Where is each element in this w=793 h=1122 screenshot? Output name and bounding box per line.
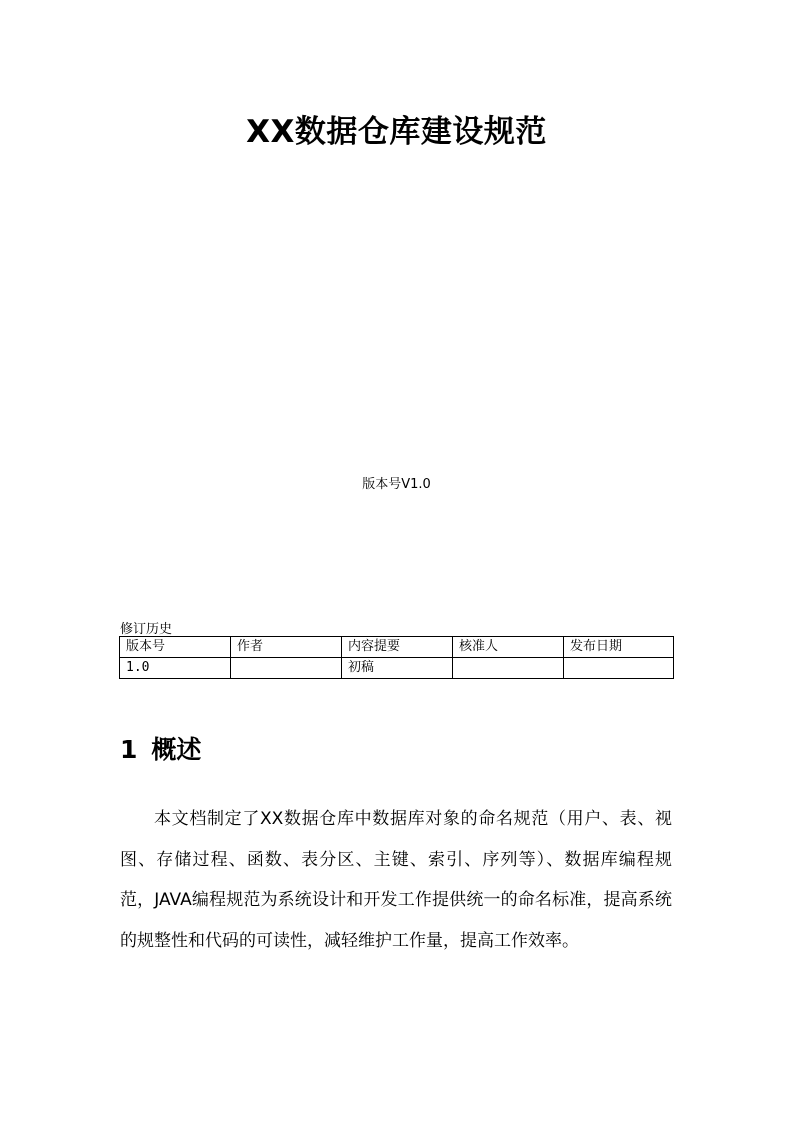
cell-release-date bbox=[564, 658, 674, 679]
section-title: 概述 bbox=[151, 735, 202, 764]
column-header-version: 版本号 bbox=[120, 637, 231, 658]
cell-version: 1.0 bbox=[120, 658, 231, 679]
section-number: 1 bbox=[120, 735, 138, 764]
cell-approver bbox=[453, 658, 564, 679]
document-title: XX数据仓库建设规范 bbox=[246, 114, 547, 150]
section-heading bbox=[120, 730, 201, 766]
column-header-author: 作者 bbox=[231, 637, 342, 658]
version-number: 版本号V1.0 bbox=[362, 477, 431, 492]
cell-summary: 初稿 bbox=[342, 658, 453, 679]
revision-history-label: 修订历史 bbox=[120, 622, 173, 637]
column-header-approver: 核准人 bbox=[453, 637, 564, 658]
column-header-release-date: 发布日期 bbox=[564, 637, 674, 658]
overview-paragraph: 本文档制定了XX数据仓库中数据库对象的命名规范（用户、表、视图、存储过程、函数、表分区、主键、索引、序列等）、数据库编程规范，JAVA编程规范为系统设计和开发工作提供统一的命名标准，提高系统的规整性和代码的可读性，减轻维护工作量，提高工作效率。 bbox=[120, 809, 672, 951]
table-header-row bbox=[120, 637, 674, 658]
table-row bbox=[120, 658, 674, 679]
column-header-summary: 内容提要 bbox=[342, 637, 453, 658]
revision-history-table bbox=[119, 636, 674, 679]
cell-author bbox=[231, 658, 342, 679]
